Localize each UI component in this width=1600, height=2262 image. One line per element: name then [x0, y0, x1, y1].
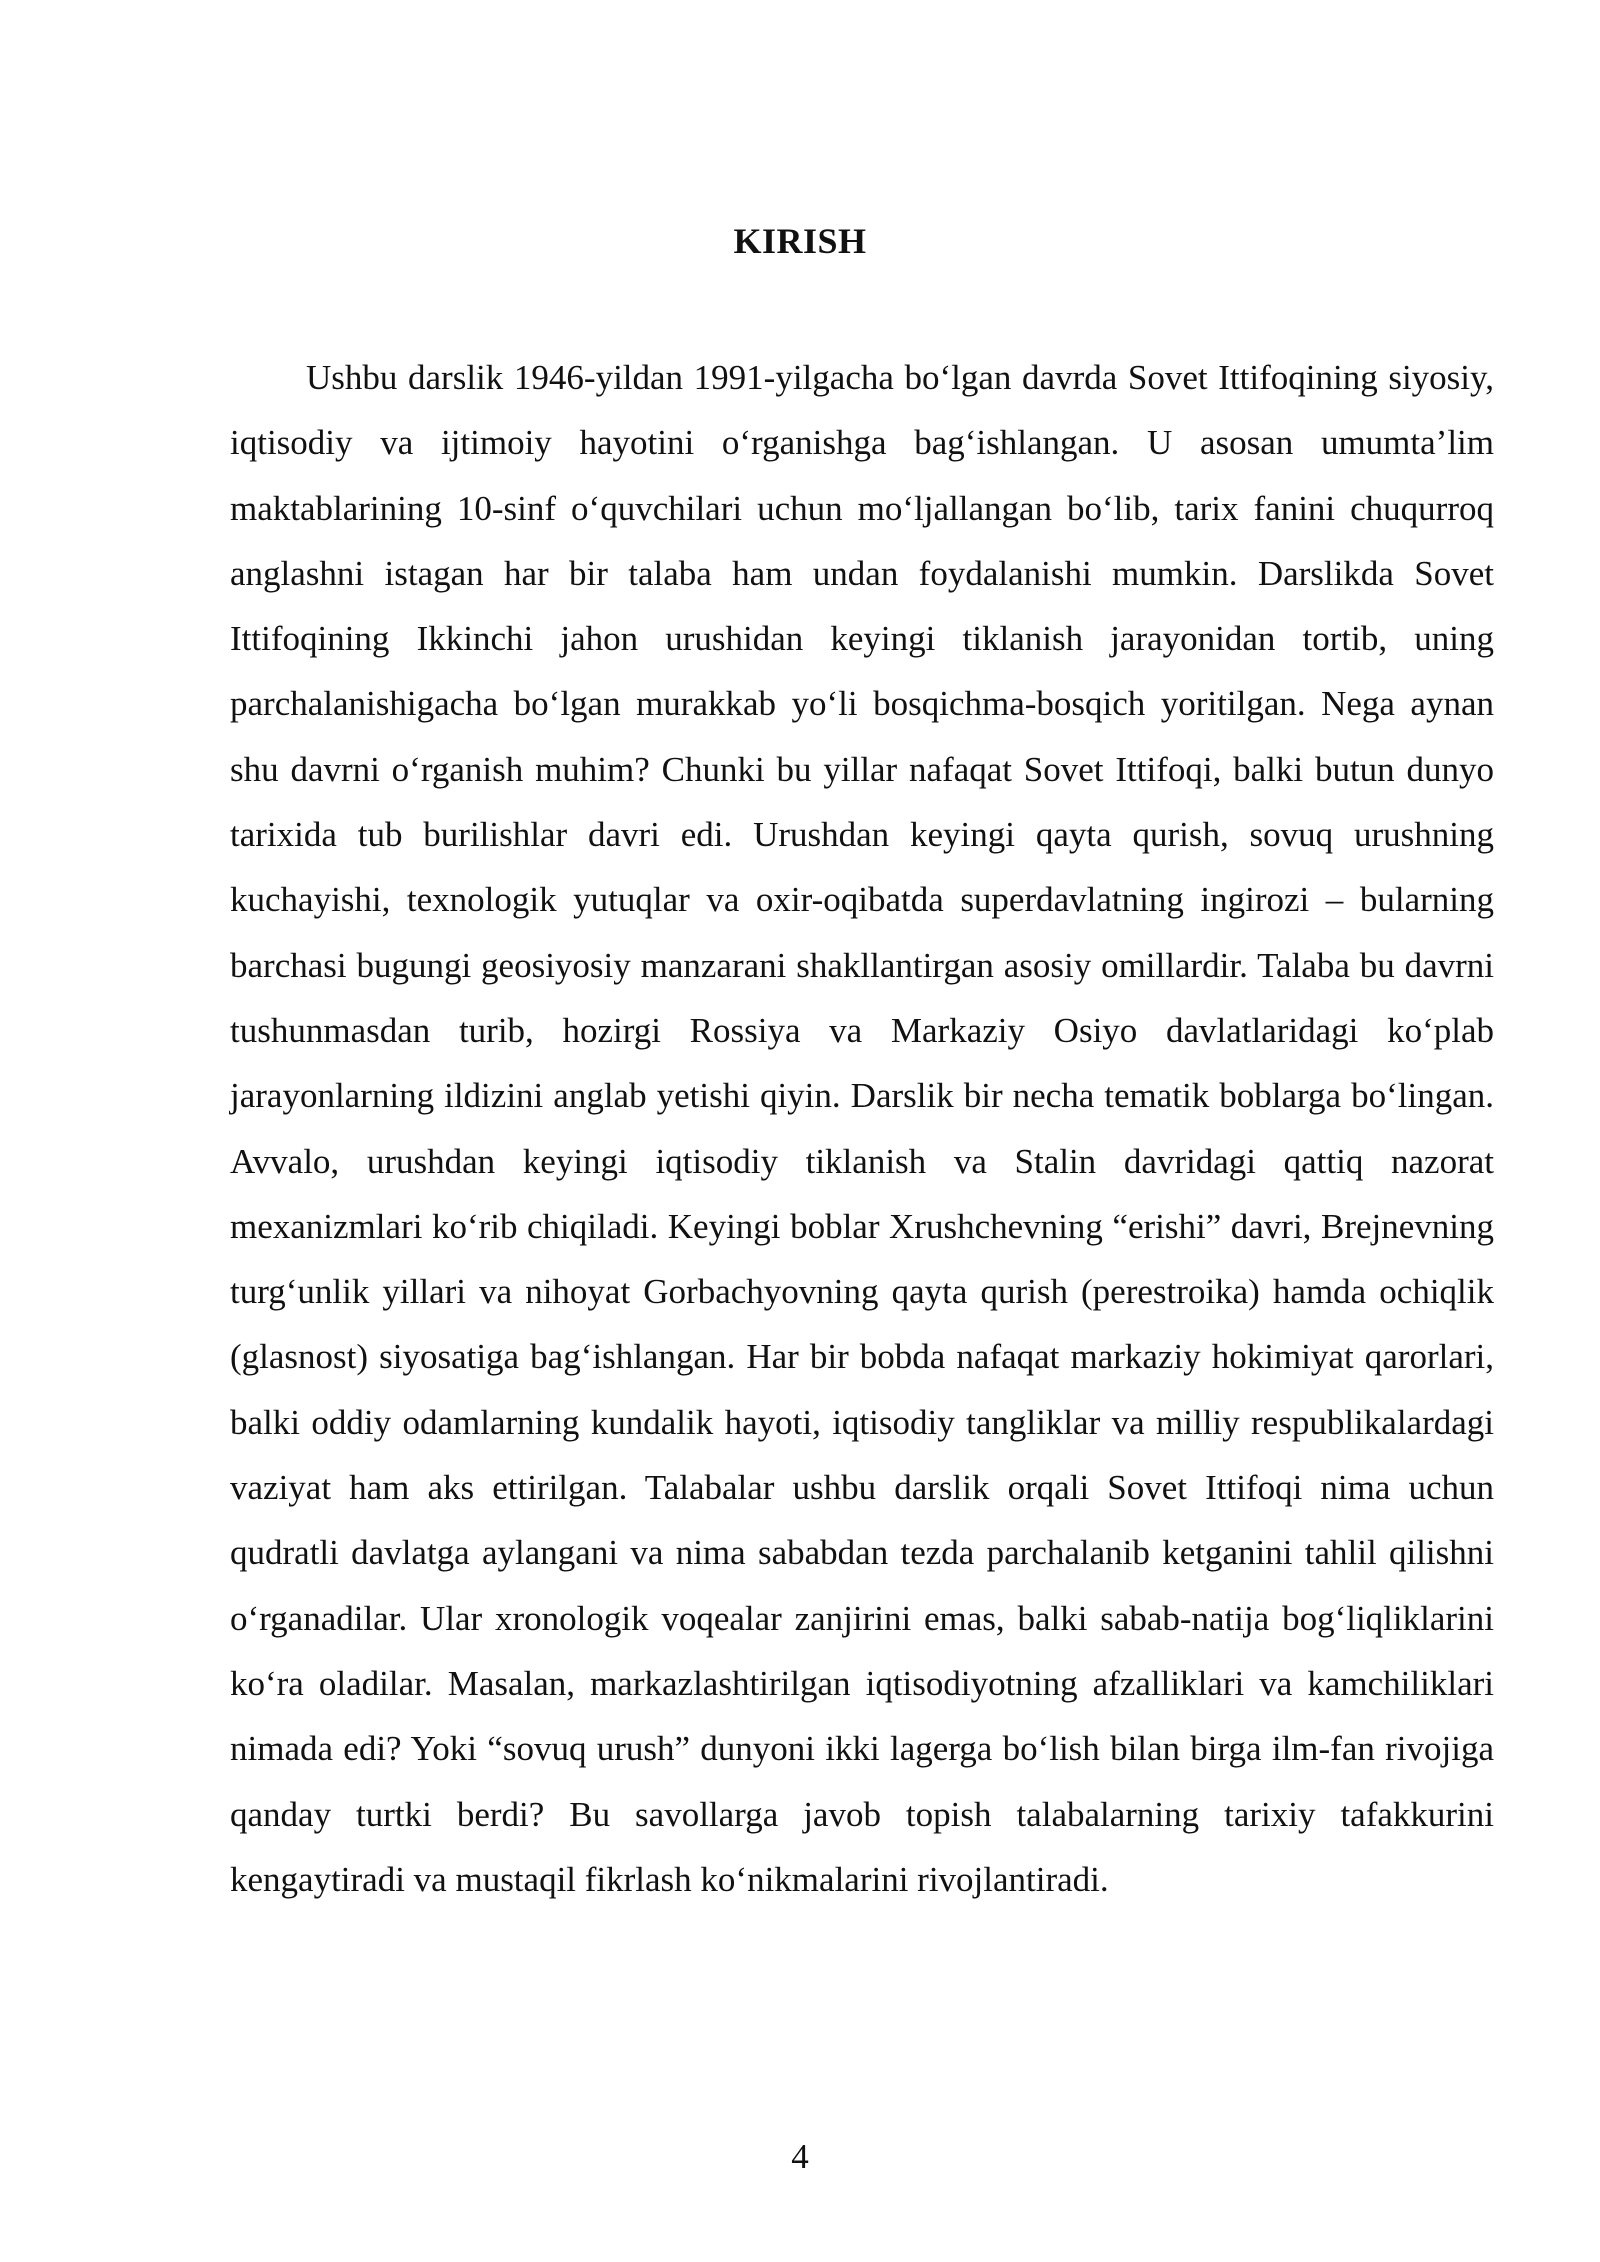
page-title: KIRISH — [733, 221, 867, 261]
page-number: 4 — [791, 2137, 809, 2176]
body-paragraph: Ushbu darslik 1946-yildan 1991-yilgacha bo‘lgan davrda Sovet Ittifoqining siyosiy, iqtisodiy va ijtimoiy hayotini o‘rganishga bag‘ishlangan. U asosan umumta’lim maktablarining 10-sinf o‘quvchilari uchun mo‘ljallangan bo‘lib, tarix fanini chuqurroq anglashni istagan har bir talaba ham undan foydalanishi mumkin. Darslikda Sovet Ittifoqining Ikkinchi jahon urushidan keyingi tiklanish jarayonidan tortib, uning parchalanishigacha bo‘lgan murakkab yo‘li bosqichma-bosqich yoritilgan. Nega aynan shu davrni o‘rganish muhim? Chunki bu yillar nafaqat Sovet Ittifoqi, balki butun dunyo tarixida tub burilishlar davri edi. Urushdan keyingi qayta qurish, sovuq urushning kuchayishi, texnologik yutuqlar va oxir-oqibatda superdavlatning ingirozi – bularning barchasi bugungi geosiyosiy manzarani shakllantirgan asosiy omillardir. Talaba bu davrni tushunmasdan turib, hozirgi Rossiya va Markaziy Osiyo davlatlaridagi ko‘plab jarayonlarning ildizini anglab yetishi qiyin. Darslik bir necha tematik boblarga bo‘lingan. Avvalo, urushdan keyingi iqtisodiy tiklanish va Stalin davridagi qattiq nazorat mexanizmlari ko‘rib chiqiladi. Keyingi boblar Xrushchevning “erishi” davri, Brejnevning turg‘unlik yillari va nihoyat Gorbachyovning qayta qurish (perestroika) hamda ochiqlik (glasnost) siyosatiga bag‘ishlangan. Har bir bobda nafaqat markaziy hokimiyat qarorlari, balki oddiy odamlarning kundalik hayoti, iqtisodiy tangliklar va milliy respublikalardagi vaziyat ham aks ettirilgan. Talabalar ushbu darslik orqali Sovet Ittifoqi nima uchun qudratli davlatga aylangani va nima sababdan tezda parchalanib ketganini tahlil qilishni o‘rganadilar. Ular xronologik voqealar zanjirini emas, balki sabab-natija bog‘liqliklarini ko‘ra oladilar. Masalan, markazlashtirilgan iqtisodiyotning afzalliklari va kamchiliklari nimada edi? Yoki “sovuq urush” dunyoni ikki lagerga bo‘lish bilan birga ilm-fan rivojiga qanday turtki berdi? Bu savollarga javob topish talabalarning tarixiy tafakkurini kengaytiradi va mustaqil fikrlash ko‘nikmalarini rivojlantiradi. — [230, 358, 1494, 1899]
